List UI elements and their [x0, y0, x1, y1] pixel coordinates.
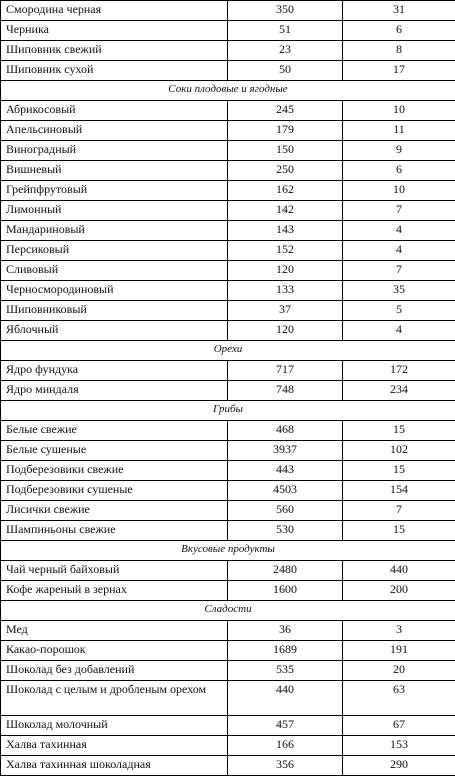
product-name-cell: Мед: [1, 621, 228, 641]
value-b-cell: 7: [343, 501, 455, 521]
table-row: [1, 561, 455, 581]
product-name-cell: Виноградный: [1, 141, 228, 161]
value-b-cell: 234: [343, 381, 455, 401]
section-title: Вкусовые продукты: [1, 541, 455, 561]
section-header-row: [1, 401, 455, 421]
table-row: [1, 61, 455, 81]
value-b-cell: 4: [343, 221, 455, 241]
value-a-cell: 1689: [228, 641, 343, 661]
value-a-cell: 468: [228, 421, 343, 441]
product-name-cell: Лимонный: [1, 201, 228, 221]
value-b-cell: 15: [343, 461, 455, 481]
table-row: [1, 181, 455, 201]
value-b-cell: 11: [343, 121, 455, 141]
product-name-cell: Вишневый: [1, 161, 228, 181]
table-row: [1, 756, 455, 776]
value-a-cell: 133: [228, 281, 343, 301]
table-row: [1, 621, 455, 641]
product-name-cell: Шиповник свежий: [1, 41, 228, 61]
section-header-row: [1, 601, 455, 621]
value-b-cell: 172: [343, 361, 455, 381]
product-name-cell: Кофе жареный в зернах: [1, 581, 228, 601]
product-name-cell: Какао-порошок: [1, 641, 228, 661]
section-header-row: [1, 81, 455, 101]
value-a-cell: 179: [228, 121, 343, 141]
section-title: Сладости: [1, 601, 455, 621]
table-row: [1, 41, 455, 61]
table-row: [1, 321, 455, 341]
value-a-cell: 1600: [228, 581, 343, 601]
value-b-cell: 290: [343, 756, 455, 776]
table-body: [1, 1, 455, 776]
value-b-cell: 9: [343, 141, 455, 161]
product-name-cell: Апельсиновый: [1, 121, 228, 141]
value-a-cell: 356: [228, 756, 343, 776]
table-row: [1, 501, 455, 521]
table-row: [1, 101, 455, 121]
table-row: [1, 221, 455, 241]
value-a-cell: 23: [228, 41, 343, 61]
product-name-cell: Персиковый: [1, 241, 228, 261]
value-a-cell: 4503: [228, 481, 343, 501]
value-b-cell: 35: [343, 281, 455, 301]
value-b-cell: 67: [343, 716, 455, 736]
product-name-cell: Шиповник сухой: [1, 61, 228, 81]
value-a-cell: 142: [228, 201, 343, 221]
table-row: [1, 581, 455, 601]
value-b-cell: 6: [343, 21, 455, 41]
value-b-cell: 6: [343, 161, 455, 181]
section-title: Орехи: [1, 341, 455, 361]
value-b-cell: 102: [343, 441, 455, 461]
product-name-cell: Абрикосовый: [1, 101, 228, 121]
value-b-cell: 63: [343, 681, 455, 716]
table-row: [1, 201, 455, 221]
value-a-cell: 37: [228, 301, 343, 321]
product-name-cell: Яблочный: [1, 321, 228, 341]
value-a-cell: 36: [228, 621, 343, 641]
product-name-cell: Шампиньоны свежие: [1, 521, 228, 541]
value-b-cell: 20: [343, 661, 455, 681]
product-name-cell: Ядро миндаля: [1, 381, 228, 401]
product-name-cell: Чай черный байховый: [1, 561, 228, 581]
table-row: [1, 421, 455, 441]
value-b-cell: 200: [343, 581, 455, 601]
product-name-cell: Белые сушеные: [1, 441, 228, 461]
table-row: [1, 301, 455, 321]
value-b-cell: 3: [343, 621, 455, 641]
value-a-cell: 3937: [228, 441, 343, 461]
value-a-cell: 245: [228, 101, 343, 121]
value-a-cell: 748: [228, 381, 343, 401]
value-a-cell: 51: [228, 21, 343, 41]
product-name-cell: Шоколад без добавлений: [1, 661, 228, 681]
table-row: [1, 21, 455, 41]
value-a-cell: 150: [228, 141, 343, 161]
value-a-cell: 530: [228, 521, 343, 541]
product-name-cell: Смородина черная: [1, 1, 228, 21]
product-name-cell: Черносмородиновый: [1, 281, 228, 301]
product-name-cell: Подберезовики сушеные: [1, 481, 228, 501]
value-a-cell: 2480: [228, 561, 343, 581]
table-row: [1, 441, 455, 461]
value-a-cell: 250: [228, 161, 343, 181]
value-a-cell: 152: [228, 241, 343, 261]
table-row: [1, 521, 455, 541]
value-a-cell: 717: [228, 361, 343, 381]
value-a-cell: 440: [228, 681, 343, 716]
value-a-cell: 350: [228, 1, 343, 21]
value-b-cell: 15: [343, 521, 455, 541]
value-a-cell: 50: [228, 61, 343, 81]
section-header-row: [1, 341, 455, 361]
value-b-cell: 17: [343, 61, 455, 81]
value-b-cell: 191: [343, 641, 455, 661]
product-name-cell: Лисички свежие: [1, 501, 228, 521]
table-row: [1, 716, 455, 736]
table-row: [1, 161, 455, 181]
table-row: [1, 481, 455, 501]
product-name-cell: Подберезовики свежие: [1, 461, 228, 481]
value-b-cell: 10: [343, 101, 455, 121]
table-row: [1, 381, 455, 401]
value-a-cell: 120: [228, 321, 343, 341]
table-row: [1, 261, 455, 281]
value-a-cell: 120: [228, 261, 343, 281]
table-row: [1, 241, 455, 261]
value-b-cell: 15: [343, 421, 455, 441]
table-row: [1, 141, 455, 161]
product-name-cell: Шоколад с целым и дробленым орехом: [1, 681, 228, 716]
value-b-cell: 5: [343, 301, 455, 321]
value-a-cell: 443: [228, 461, 343, 481]
table-row: [1, 281, 455, 301]
section-header-row: [1, 541, 455, 561]
table-row: [1, 461, 455, 481]
value-b-cell: 7: [343, 201, 455, 221]
product-name-cell: Ядро фундука: [1, 361, 228, 381]
product-name-cell: Черника: [1, 21, 228, 41]
value-b-cell: 8: [343, 41, 455, 61]
value-a-cell: 457: [228, 716, 343, 736]
product-name-cell: Шоколад молочный: [1, 716, 228, 736]
value-b-cell: 7: [343, 261, 455, 281]
table-row: [1, 361, 455, 381]
product-name-cell: Сливовый: [1, 261, 228, 281]
table-row: [1, 661, 455, 681]
value-b-cell: 440: [343, 561, 455, 581]
value-a-cell: 166: [228, 736, 343, 756]
value-a-cell: 143: [228, 221, 343, 241]
table-row: [1, 641, 455, 661]
value-b-cell: 154: [343, 481, 455, 501]
table-row: [1, 121, 455, 141]
value-b-cell: 4: [343, 321, 455, 341]
section-title: Соки плодовые и ягодные: [1, 81, 455, 101]
product-name-cell: Халва тахинная шоколадная: [1, 756, 228, 776]
value-a-cell: 535: [228, 661, 343, 681]
value-b-cell: 153: [343, 736, 455, 756]
value-b-cell: 4: [343, 241, 455, 261]
section-title: Грибы: [1, 401, 455, 421]
value-b-cell: 10: [343, 181, 455, 201]
table-row: [1, 736, 455, 756]
product-name-cell: Белые свежие: [1, 421, 228, 441]
product-name-cell: Грейпфрутовый: [1, 181, 228, 201]
value-b-cell: 31: [343, 1, 455, 21]
table-row: [1, 1, 455, 21]
product-name-cell: Халва тахинная: [1, 736, 228, 756]
product-name-cell: Шиповниковый: [1, 301, 228, 321]
value-a-cell: 162: [228, 181, 343, 201]
product-name-cell: Мандариновый: [1, 221, 228, 241]
value-a-cell: 560: [228, 501, 343, 521]
table-row: [1, 681, 455, 716]
